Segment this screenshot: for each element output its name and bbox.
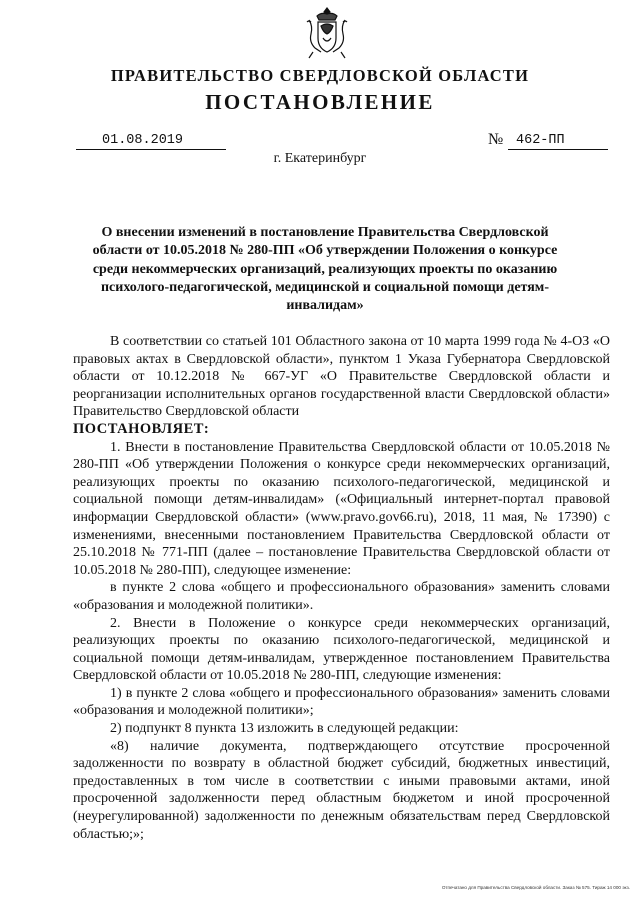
document-title: О внесении изменений в постановление Правительства Свердловской области от 10.05.2018 № 280-ПП «Об утверждении Положения о конкурсе среди некоммерческих организаций, реализующих проекты по оказанию психолого-педагогической, медицинской и социальной помощи детям-инвалидам» — [92, 225, 558, 314]
document-body — [73, 333, 610, 843]
number-sign: № — [488, 131, 504, 148]
coat-of-arms-icon — [305, 6, 349, 60]
resolves-heading: ПОСТАНОВЛЯЕТ: — [73, 420, 210, 437]
paragraph-1a: в пункте 2 слова «общего и профессионального образования» заменить словами «образования и молодежной политики». — [73, 580, 610, 613]
document-date: 01.08.2019 — [76, 133, 226, 150]
intro-paragraph: В соответствии со статьей 101 Областного закона от 10 марта 1999 года № 4-ОЗ «О правовых актах в Свердловской области», пунктом 1 Указа Губернатора Свердловской области от 10.12.2018 № 667-УГ «О Правительстве Свердловской области и реорганизации исполнительных органов государственной власти Свердловской области» Правительство Свердловской области — [73, 334, 610, 420]
paragraph-2-2-quote: «8) наличие документа, подтверждающего отсутствие просроченной задолженности по возврату в областной бюджет субсидий, бюджетных инвестиций, предоставленных в том числе в соответствии с иными правовыми актами, иной просроченной задолженности перед областным бюджетом и иной просроченной (неурегулированной) задолженности по денежным обязательствам перед Свердловской областью;»; — [73, 738, 610, 842]
document-type: ПОСТАНОВЛЕНИЕ — [205, 90, 435, 114]
print-footer: Отпечатано для Правительства Свердловской области. Заказ № 575. Тираж 14 000 экз. — [441, 885, 630, 890]
city: г. Екатеринбург — [273, 151, 367, 166]
paragraph-2: 2. Внести в Положение о конкурсе среди некоммерческих организаций, реализующих проекты по оказанию психолого-педагогической, медицинской и социальной помощи детям-инвалидам, утвержденное постановлением Правительства Свердловской области от 10.05.2018 № 280-ПП, следующие изменения: — [73, 615, 610, 684]
organization-title: ПРАВИТЕЛЬСТВО СВЕРДЛОВСКОЙ ОБЛАСТИ — [110, 66, 530, 85]
paragraph-2-2: 2) подпункт 8 пункта 13 изложить в следующей редакции: — [110, 721, 459, 737]
paragraph-2-1: 1) в пункте 2 слова «общего и профессионального образования» заменить словами «образования и молодежной политики»; — [73, 685, 610, 719]
paragraph-1: 1. Внести в постановление Правительства Свердловской области от 10.05.2018 № 280-ПП «Об утверждении Положения о конкурсе среди некоммерческих организаций, реализующих проекты по оказанию психолого-педагогической, медицинской и социальной помощи детям-инвалидам» («Официальный интернет-портал правовой информации Свердловской области» (www.pravo.gov66.ru), 2018, 11 мая, № 17390) с изменениями, внесенными постановлением Правительства Свердловской области от 25.10.2018 № 771-ПП (далее – постановление Правительства Свердловской области от 10.05.2018 № 280-ПП), следующее изменение: — [73, 439, 610, 578]
document-number: 462-ПП — [508, 133, 608, 150]
